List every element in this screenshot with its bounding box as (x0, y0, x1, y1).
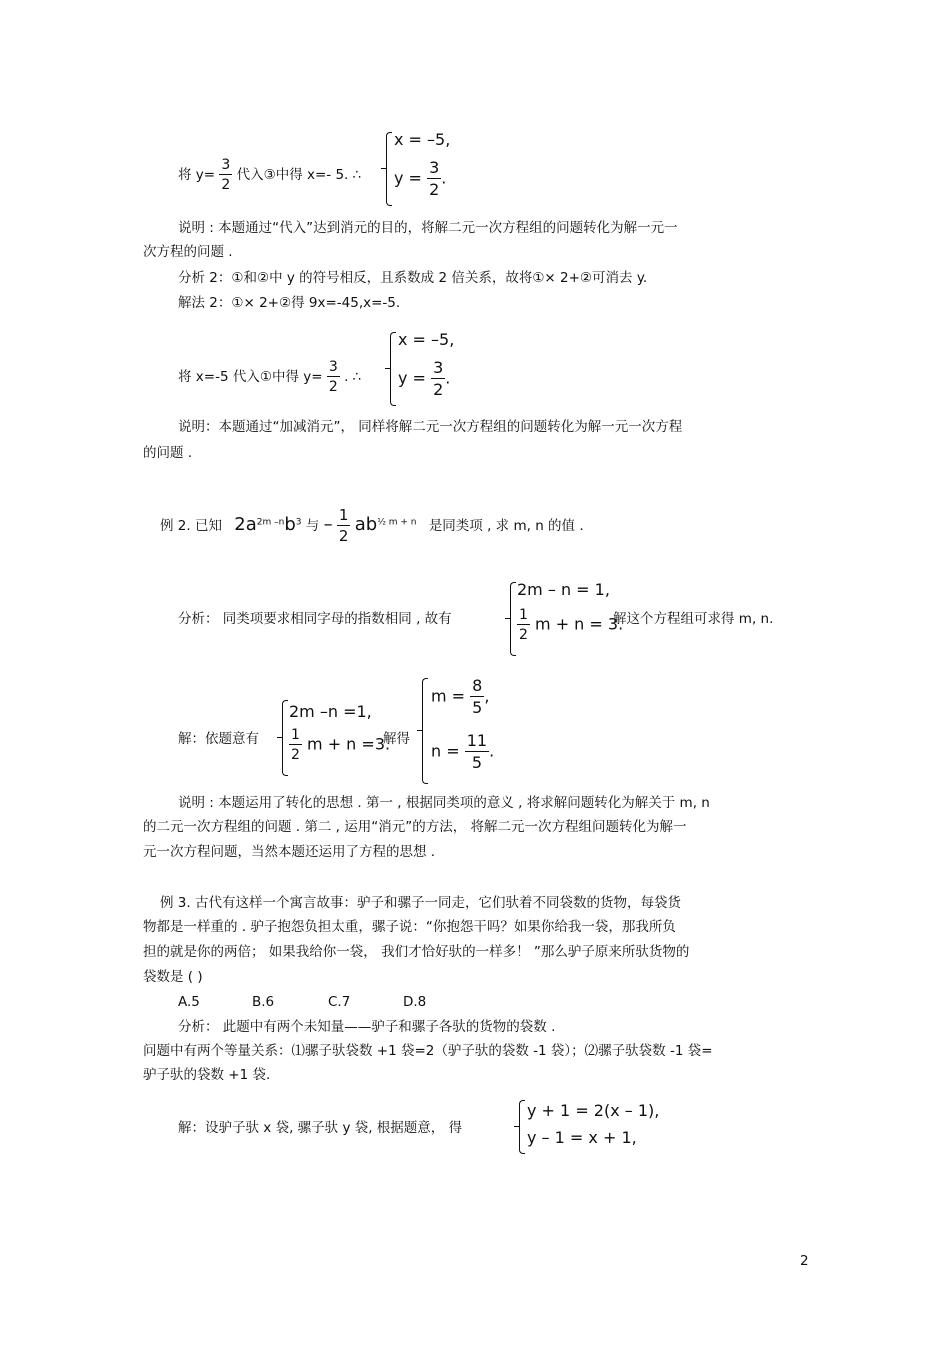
example-3-line-3: 担的就是你的两倍； 如果我给你一袋， 我们才恰好驮的一样多！ ”那么驴子原来所驮货物的 (143, 944, 690, 960)
system-eq-x: x = –5, (398, 330, 455, 349)
substitution-line-2: 将 x=-5 代入①中得 y= $\frac{3}{2}$ . ∴ (178, 359, 362, 395)
option-c: C.7 (328, 994, 351, 1010)
note-1-line-1: 说明 : 本题通过“代入”达到消元的目的，将解二元一次方程组的问题转化为解一元一 (178, 220, 678, 236)
analysis-eq-2: $\frac{1}{2}$ m + n = 3. (519, 607, 624, 643)
analysis-eq-1: 2m – n = 1, (517, 580, 610, 599)
example-3-line-4: 袋数是 ( ) (143, 969, 203, 985)
example-2-statement: 例 2. 已知 $2a^{2m -n}b^3$ 与 – $\frac{1}{2}$ $ab^{\frac{1}{2} m + n}$ 是同类项 , 求 m, n 的值 . (160, 506, 584, 545)
note-3-line-2: 的二元一次方程组的问题 . 第二 , 运用“消元”的方法， 将解二元一次方程组问题转化为解一 (143, 819, 687, 835)
system-brace (386, 132, 392, 206)
system-brace (510, 582, 516, 656)
method-2: 解法 2：①× 2+②得 9x=-45,x=-5. (178, 295, 401, 311)
system-brace (282, 700, 288, 776)
analysis-3-line-3: 驴子驮的袋数 +1 袋. (143, 1067, 271, 1083)
analysis-2: 分析 2：①和②中 y 的符号相反，且系数成 2 倍关系，故将①× 2+②可消去 y. (178, 270, 648, 286)
note-2-line-1: 说明：本题通过“加减消元”， 同样将解二元一次方程组的问题转化为解一元一次方程 (178, 419, 683, 435)
analysis-example-2: 分析： 同类项要求相同字母的指数相同 , 故有 (178, 611, 452, 627)
solution-example-2: 解：依题意有 (178, 731, 259, 747)
system-eq-y: y = $\frac{3}{2}$ . (398, 358, 451, 399)
analysis-3-line-1: 分析： 此题中有两个未知量——驴子和骡子各驮的货物的袋数 . (178, 1019, 556, 1035)
system-eq-y: y = $\frac{3}{2}$ . (394, 158, 447, 199)
solved-label: 解得 (383, 731, 410, 747)
note-1-line-2: 次方程的问题 . (143, 244, 233, 260)
solution-m: m = $\frac{8}{5}$ , (431, 676, 490, 717)
solution-eq-1: 2m –n =1, (289, 702, 372, 721)
example-3-line-2: 物都是一样重的 . 驴子抱怨负担太重，骡子说：“你抱怨干吗？如果你给我一袋，那我所负 (143, 919, 676, 935)
solution-3-eq-1: y + 1 = 2(x – 1), (527, 1101, 660, 1120)
system-brace (422, 678, 428, 784)
option-a: A.5 (178, 994, 200, 1010)
page-number: 2 (800, 1253, 809, 1269)
fraction-3-2: $\frac{3}{2}$ (221, 157, 231, 193)
analysis-3-line-2: 问题中有两个等量关系：⑴骡子驮袋数 +1 袋=2（驴子驮的袋数 -1 袋）；⑵骡子驮袋数 -1 袋= (143, 1043, 713, 1059)
note-2-line-2: 的问题 . (143, 445, 193, 461)
system-eq-x: x = –5, (394, 130, 451, 149)
option-d: D.8 (403, 994, 427, 1010)
substitution-line-1: 将 y= $\frac{3}{2}$ 代入③中得 x=- 5. ∴ (178, 157, 362, 193)
analysis-example-2-suffix: 解这个方程组可求得 m, n. (613, 611, 774, 627)
system-brace (519, 1100, 525, 1154)
solution-3: 解：设驴子驮 x 袋, 骡子驮 y 袋, 根据题意， 得 (178, 1120, 463, 1136)
system-brace (390, 332, 396, 406)
note-3-line-3: 元一次方程问题，当然本题还运用了方程的思想 . (143, 844, 436, 860)
note-3-line-1: 说明 : 本题运用了转化的思想 . 第一 , 根据同类项的意义 , 将求解问题转化为解关于 m, n (178, 795, 710, 811)
solution-3-eq-2: y – 1 = x + 1, (527, 1128, 637, 1147)
solution-eq-2: $\frac{1}{2}$ m + n =3. (291, 727, 391, 763)
solution-n: n = $\frac{11}{5}$ . (431, 731, 495, 772)
example-3-line-1: 例 3. 古代有这样一个寓言故事：驴子和骡子一同走，它们驮着不同袋数的货物，每袋货 (160, 895, 681, 911)
option-b: B.6 (252, 994, 275, 1010)
